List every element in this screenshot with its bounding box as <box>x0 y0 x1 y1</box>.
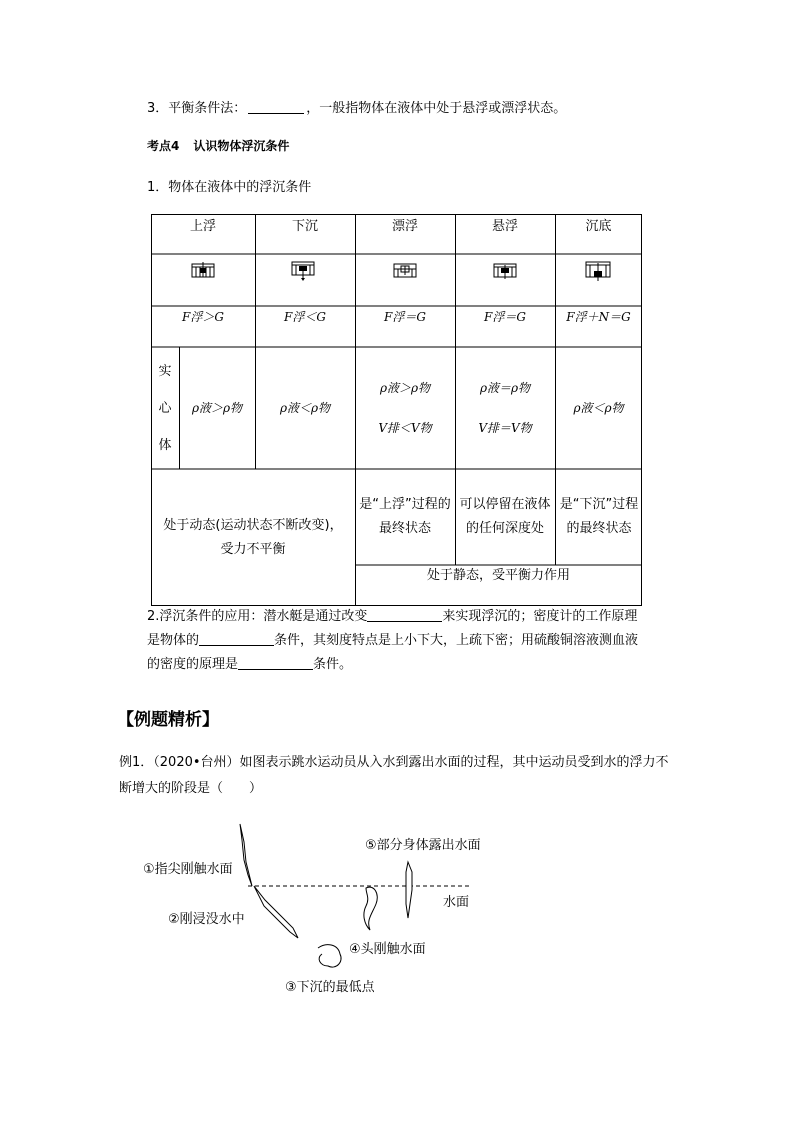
header-floating: 漂浮 <box>391 218 418 234</box>
dynamic-note: 处于动态(运动状态不断改变)，受力不平衡 <box>163 517 343 557</box>
method3-line <box>147 97 566 116</box>
figure-label-4: ④头刚触水面 <box>349 942 426 957</box>
floating-diagram-icon <box>393 261 417 281</box>
force-sunk-bottom: F浮＋N＝G <box>566 310 631 324</box>
answer-blank[interactable] <box>238 655 313 670</box>
kaodian-label: 考点4 <box>147 139 180 153</box>
float-sink-table <box>151 214 642 606</box>
density-sunk-bottom: ρ液＜ρ物 <box>573 401 624 415</box>
answer-blank[interactable] <box>367 607 442 622</box>
force-float-up: F浮＞G <box>182 310 224 324</box>
header-float-up: 上浮 <box>189 218 216 234</box>
density-sink: ρ液＜ρ物 <box>279 401 331 415</box>
example-1-question: 例1．（2020•台州）如图表示跳水运动员从入水到露出水面的过程，其中运动员受到水的浮力不断增大的阶段是（ ） <box>119 755 669 796</box>
kaodian-heading <box>147 137 289 154</box>
float-up-diagram-icon <box>191 261 215 281</box>
answer-blank[interactable] <box>248 99 304 114</box>
force-suspended: F浮＝G <box>484 310 526 324</box>
density-suspended: ρ液＝ρ物 V排＝V物 <box>478 381 532 435</box>
sunk-bottom-diagram-icon <box>585 260 611 282</box>
floating-note: 是“上浮”过程的最终状态 <box>359 497 451 536</box>
sunk-bottom-note: 是“下沉”过程的最终状态 <box>559 497 639 536</box>
header-suspended: 悬浮 <box>491 218 518 234</box>
suspended-note: 可以停留在液体的任何深度处 <box>459 497 551 536</box>
force-floating: F浮＝G <box>384 310 426 324</box>
water-surface-label: 水面 <box>443 895 470 910</box>
force-sink: F浮＜G <box>284 310 326 324</box>
density-float-up: ρ液＞ρ物 <box>191 401 243 415</box>
density-floating: ρ液＞ρ物 V排＜V物 <box>378 381 432 435</box>
header-sink: 下沉 <box>291 218 318 234</box>
static-note: 处于静态，受平衡力作用 <box>426 568 570 583</box>
suspended-diagram-icon <box>493 261 517 281</box>
figure-label-5: ⑤部分身体露出水面 <box>365 838 481 853</box>
diver-figure <box>130 820 490 1000</box>
solid-label: 实 心 体 <box>158 363 172 453</box>
section-heading: 【例题精析】 <box>117 710 219 730</box>
kaodian-title: 认识物体浮沉条件 <box>193 139 290 153</box>
figure-label-3: ③下沉的最低点 <box>285 980 375 995</box>
subheading-1: 1．物体在液体中的浮沉条件 <box>147 180 312 195</box>
figure-label-2: ②刚浸没水中 <box>168 912 245 927</box>
answer-blank[interactable] <box>199 631 274 646</box>
method3-prefix: 3．平衡条件法： <box>147 101 247 116</box>
header-sunk-bottom: 沉底 <box>585 218 612 234</box>
method3-suffix: ，一般指物体在液体中处于悬浮或漂浮状态。 <box>306 101 567 116</box>
figure-label-1: ①指尖刚触水面 <box>143 862 233 877</box>
application-paragraph: 2.浮沉条件的应用：潜水艇是通过改变 来实现浮沉的；密度计的工作原理是物体的 条件，其刻度特点是上小下大，上疏下密；用硫酸铜溶液测血液的密度的原理是 条件。 <box>147 609 639 672</box>
sink-diagram-icon <box>291 260 315 282</box>
